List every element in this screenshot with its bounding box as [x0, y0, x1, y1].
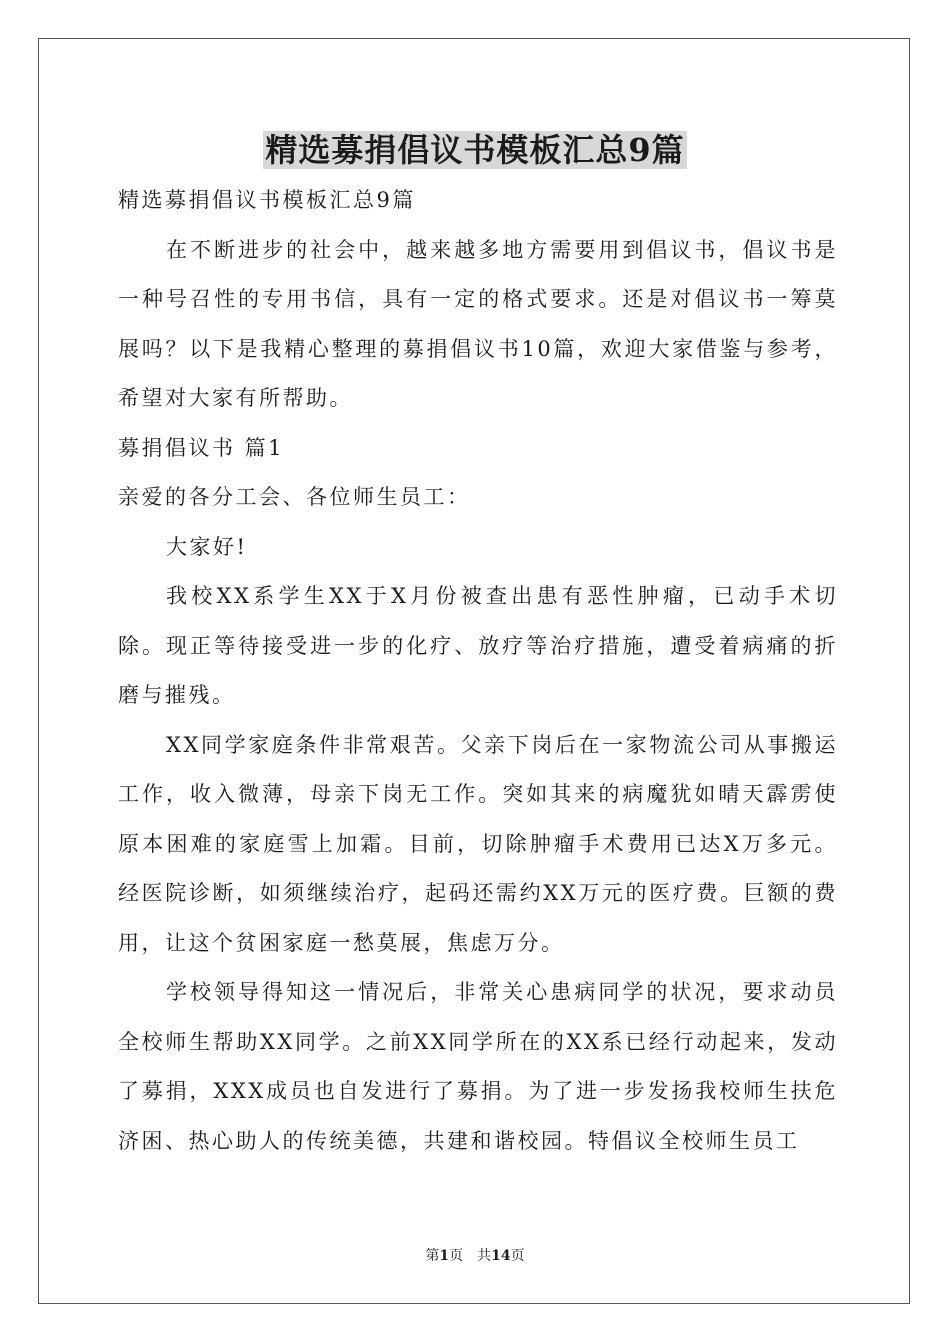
- document-body: [118, 176, 838, 1166]
- body-paragraph: XX同学家庭条件非常艰苦。父亲下岗后在一家物流公司从事搬运工作，收入微薄，母亲下岗无工作。突如其来的病魔犹如晴天霹雳使原本困难的家庭雪上加霜。目前，切除肿瘤手术费用已达X万多元。经医院诊断，如须继续治疗，起码还需约XX万元的医疗费。巨额的费用，让这个贫困家庭一愁莫展，焦虑万分。: [118, 732, 838, 955]
- body-paragraph: 我校XX系学生XX于X月份被查出患有恶性肿瘤，已动手术切除。现正等待接受进一步的化疗、放疗等治疗措施，遭受着病痛的折磨与摧残。: [118, 584, 838, 707]
- body-paragraph: 精选募捐倡议书模板汇总9篇: [118, 188, 416, 212]
- body-paragraph: 亲爱的各分工会、各位师生员工：: [118, 485, 471, 509]
- body-paragraph: 在不断进步的社会中，越来越多地方需要用到倡议书，倡议书是一种号召性的专用书信，具有一定的格式要求。还是对倡议书一筹莫展吗？以下是我精心整理的募捐倡议书10篇，欢迎大家借鉴与参考，希望对大家有所帮助。: [118, 237, 838, 410]
- body-paragraph: 大家好!: [166, 534, 248, 559]
- footer-page-prefix: 第: [425, 1248, 440, 1264]
- body-paragraph: 学校领导得知这一情况后，非常关心患病同学的状况，要求动员全校师生帮助XX同学。之前XX同学所在的XX系已经行动起来，发动了募捐，XXX成员也自发进行了募捐。为了进一步发扬我校师生扶危济困、热心助人的传统美德，共建和谐校园。特倡议全校师生员工: [118, 980, 838, 1153]
- footer-page-mid: 页 共: [449, 1248, 492, 1264]
- page-footer: [0, 1246, 950, 1266]
- document-title-text: 精选募捐倡议书模板汇总9篇: [265, 131, 685, 169]
- document-title: [0, 128, 950, 172]
- footer-page-current: 1: [439, 1248, 450, 1264]
- footer-page-suffix: 页: [510, 1248, 525, 1264]
- footer-page-total: 14: [491, 1248, 511, 1264]
- body-paragraph: 募捐倡议书 篇1: [118, 435, 285, 460]
